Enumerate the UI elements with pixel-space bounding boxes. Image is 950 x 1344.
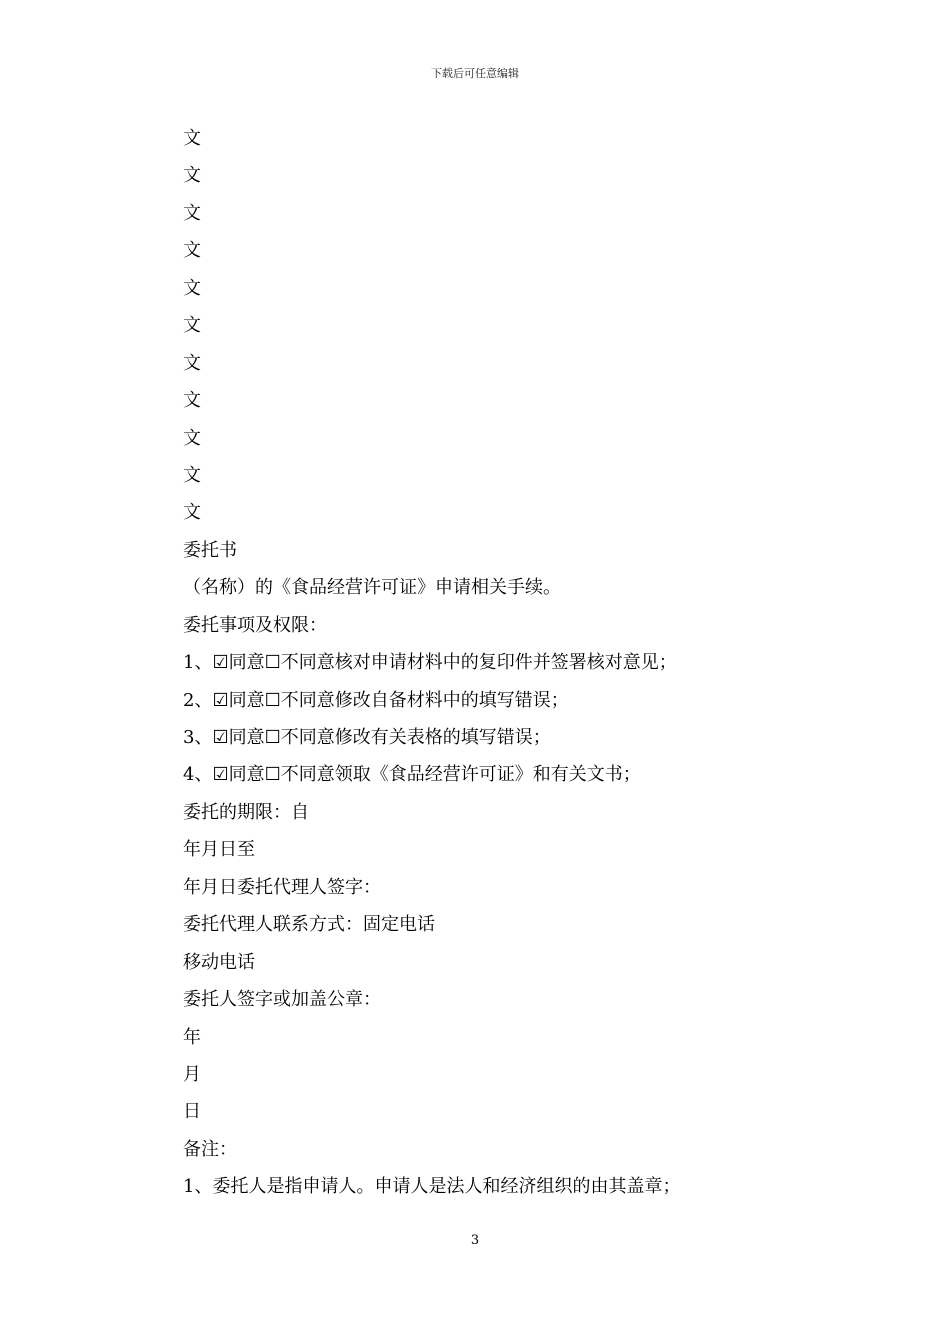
authorization-item: 4、☑同意☐不同意领取《食品经营许可证》和有关文书； — [183, 764, 641, 786]
text-line: 日 — [183, 1101, 201, 1123]
text-line: 移动电话 — [183, 951, 255, 973]
text-line: 委托代理人联系方式：固定电话 — [183, 914, 435, 936]
text-line: 委托人签字或加盖公章： — [183, 989, 381, 1011]
authorization-item: 2、☑同意☐不同意修改自备材料中的填写错误； — [183, 689, 569, 711]
authorization-item: 3、☑同意☐不同意修改有关表格的填写错误； — [183, 727, 551, 748]
page-number: 3 — [470, 1233, 480, 1248]
section-heading: 备注： — [183, 1138, 237, 1160]
document-title: 委托书 — [183, 539, 237, 561]
note-item: 1、委托人是指申请人。申请人是法人和经济组织的由其盖章； — [183, 1176, 681, 1198]
text-line: 文 — [183, 315, 201, 337]
section-heading: 委托事项及权限： — [183, 614, 327, 636]
text-line: 文 — [183, 277, 201, 299]
text-line: 文 — [183, 202, 201, 224]
text-line: 月 — [183, 1063, 201, 1085]
text-line: 文 — [183, 128, 201, 149]
page-header: 下载后可任意编辑 — [431, 67, 519, 80]
text-line: 文 — [183, 390, 201, 412]
authorization-item: 1、☑同意☐不同意核对申请材料中的复印件并签署核对意见； — [183, 652, 677, 674]
text-line: 文 — [183, 427, 201, 449]
text-line: （名称）的《食品经营许可证》申请相关手续。 — [183, 577, 561, 599]
text-line: 文 — [183, 502, 201, 524]
document-body — [183, 120, 783, 1206]
text-line: 年 — [183, 1026, 201, 1048]
text-line: 委托的期限：自 — [183, 801, 309, 823]
text-line: 文 — [183, 352, 201, 374]
text-line: 年月日委托代理人签字： — [183, 876, 381, 898]
text-line: 文 — [183, 240, 201, 262]
text-line: 年月日至 — [183, 839, 255, 861]
text-line: 文 — [183, 165, 201, 187]
text-line: 文 — [183, 464, 201, 486]
